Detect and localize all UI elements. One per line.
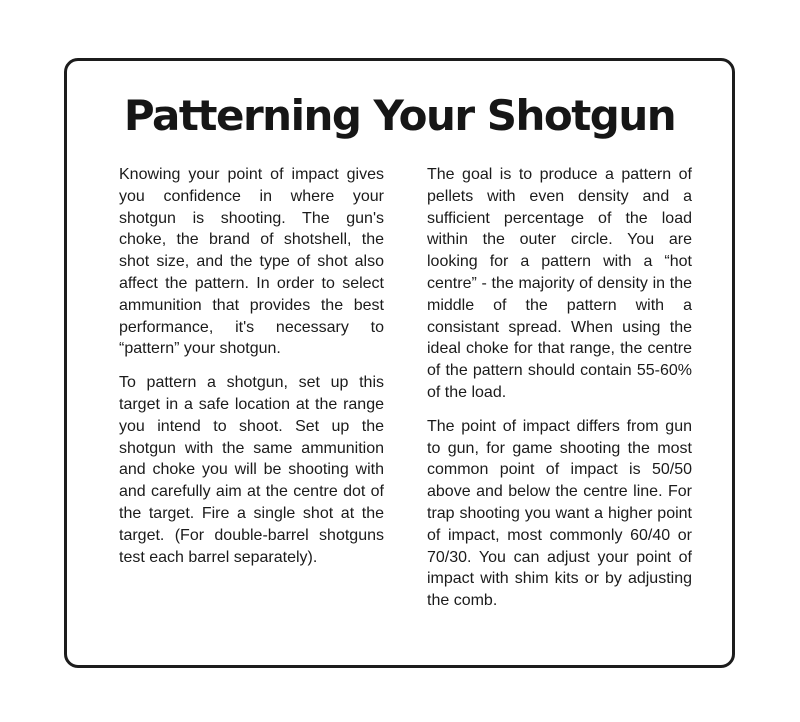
info-card: [64, 58, 735, 668]
right-column: [427, 164, 692, 624]
right-paragraph-1: The goal is to produce a pattern of pellets with even density and a sufficient percentage of the load within the outer circle. You are looking for a pattern with a “hot centre” - the majority of density in the middle of the pattern with a consistant spread. When using the ideal choke for that range, the centre of the pattern should contain 55-60% of the load.: [427, 166, 692, 401]
left-column: [119, 164, 384, 580]
right-paragraph-2: The point of impact differs from gun to gun, for game shooting the most common point of impact is 50/50 above and below the centre line. For trap shooting you want a higher point of impact, most commonly 60/40 or 70/30. You can adjust your point of impact with shim kits or by adjusting the comb.: [427, 417, 692, 610]
left-paragraph-2: To pattern a shotgun, set up this target in a safe location at the range you intend to shoot. Set up the shotgun with the same ammunition and choke you will be shooting with and carefully aim at the centre dot of the target. Fire a single shot at the target. (For double-barrel shotguns test each barrel separately).: [119, 374, 384, 566]
card-title: Patterning Your Shotgun: [123, 91, 676, 140]
left-paragraph-1: Knowing your point of impact gives you confidence in where your shotgun is shooting. The gun's choke, the brand of shotshell, the shot size, and the type of shot also affect the pattern. In order to select ammunition that provides the best performance, it's necessary to “pattern” your shotgun.: [119, 166, 384, 358]
